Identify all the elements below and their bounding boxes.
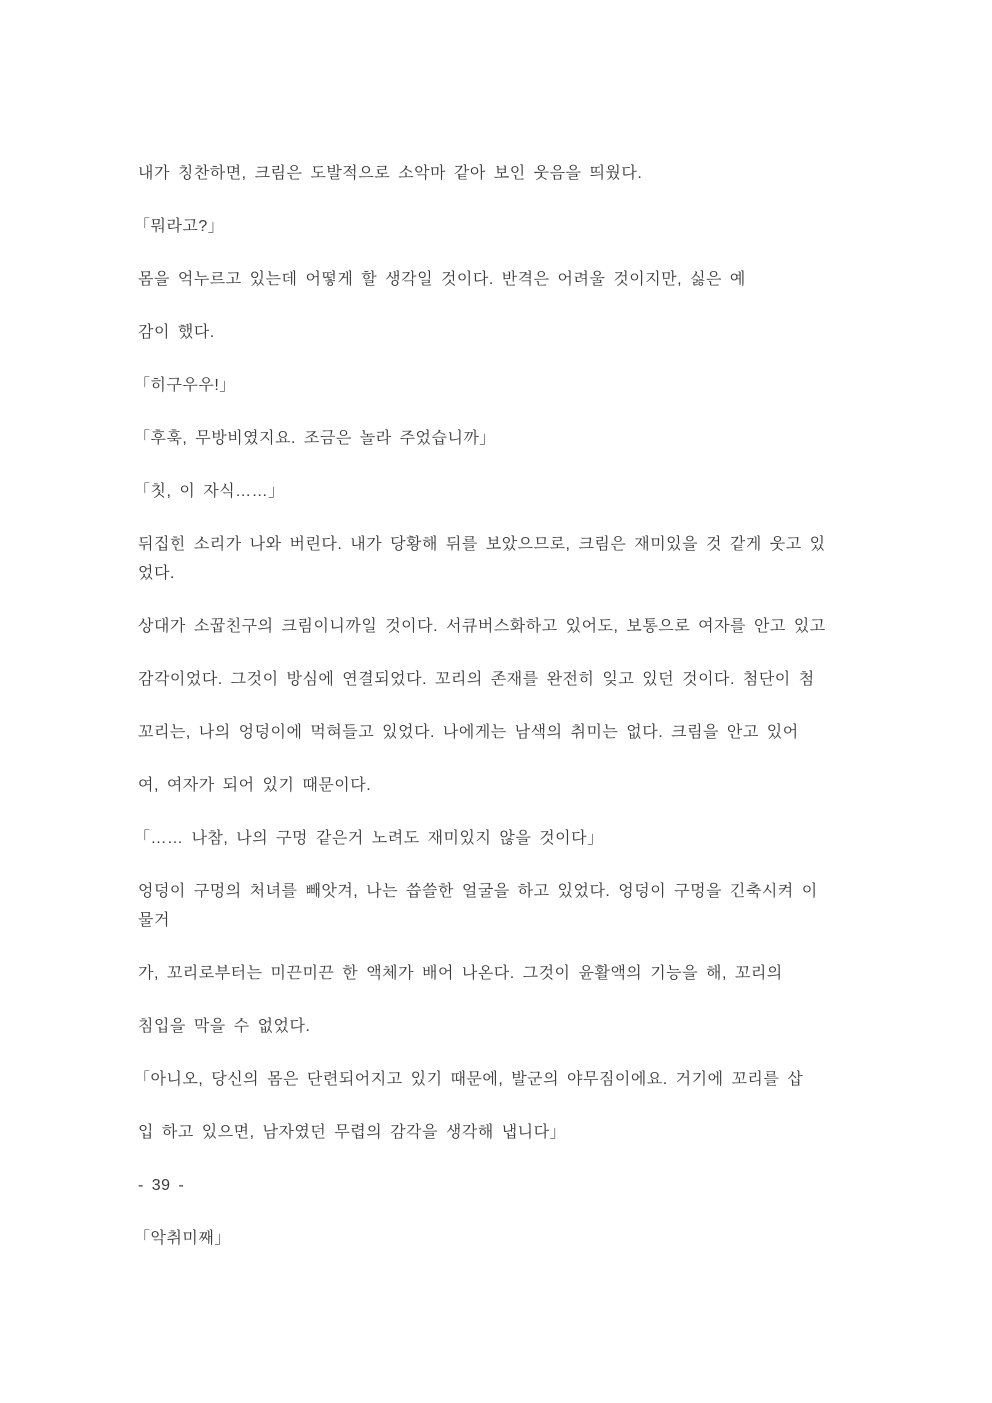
text-line: 「악취미째」 [134,1230,231,1247]
text-line: 「뭐라고?」 [134,218,225,235]
text-line: 몸을 억누르고 있는데 어떻게 할 생각일 것이다. 반격은 어려울 것이지만, 싫은 예 [138,271,746,288]
text-line: 「칫, 이 자식……」 [134,483,285,500]
page-number: - 39 - [138,1177,185,1194]
text-line: 「후훅, 무방비였지요. 조금은 놀라 주었습니까」 [134,430,496,447]
text-line: 가, 꼬리로부터는 미끈미끈 한 액체가 배어 나온다. 그것이 윤활액의 기능을 해, 꼬리의 [138,965,783,982]
text-line: 감이 했다. [138,324,215,341]
text-line: 「히구우우!」 [134,377,236,394]
text-line: 감각이었다. 그것이 방심에 연결되었다. 꼬리의 존재를 완전히 잊고 있던 것이다. 첨단이 첨 [138,671,815,688]
text-line: 엉덩이 구멍의 처녀를 빼앗겨, 나는 씁쓸한 얼굴을 하고 있었다. 엉덩이 구멍을 긴축시켜 이 [138,883,818,900]
text-line: 「아니오, 당신의 몸은 단련되어지고 있기 때문에, 발군의 야무짐이에요. 거기에 꼬리를 삽 [134,1071,804,1088]
text-line: 꼬리는, 나의 엉덩이에 먹혀들고 있었다. 나에게는 남색의 취미는 없다. 크림을 안고 있어 [138,724,799,741]
text-line: 입 하고 있으면, 남자였던 무렵의 감각을 생각해 냅니다」 [138,1124,567,1141]
text-line: 여, 여자가 되어 있기 때문이다. [138,777,372,794]
text-line: 물거 [138,912,170,929]
text-line: 상대가 소꿉친구의 크림이니까일 것이다. 서큐버스화하고 있어도, 보통으로 여자를 안고 있고 [138,618,826,635]
text-line: 었다. [138,565,175,582]
text-line: 뒤집힌 소리가 나와 버린다. 내가 당황해 뒤를 보았으므로, 크림은 재미있을 것 같게 웃고 있 [138,536,826,553]
text-block [134,162,958,1251]
text-line: 「…… 나참, 나의 구멍 같은거 노려도 재미있지 않을 것이다」 [134,830,604,847]
text-line: 내가 칭찬하면, 크림은 도발적으로 소악마 같아 보인 웃음을 띄웠다. [138,165,643,182]
text-line: 침입을 막을 수 없었다. [138,1018,311,1035]
